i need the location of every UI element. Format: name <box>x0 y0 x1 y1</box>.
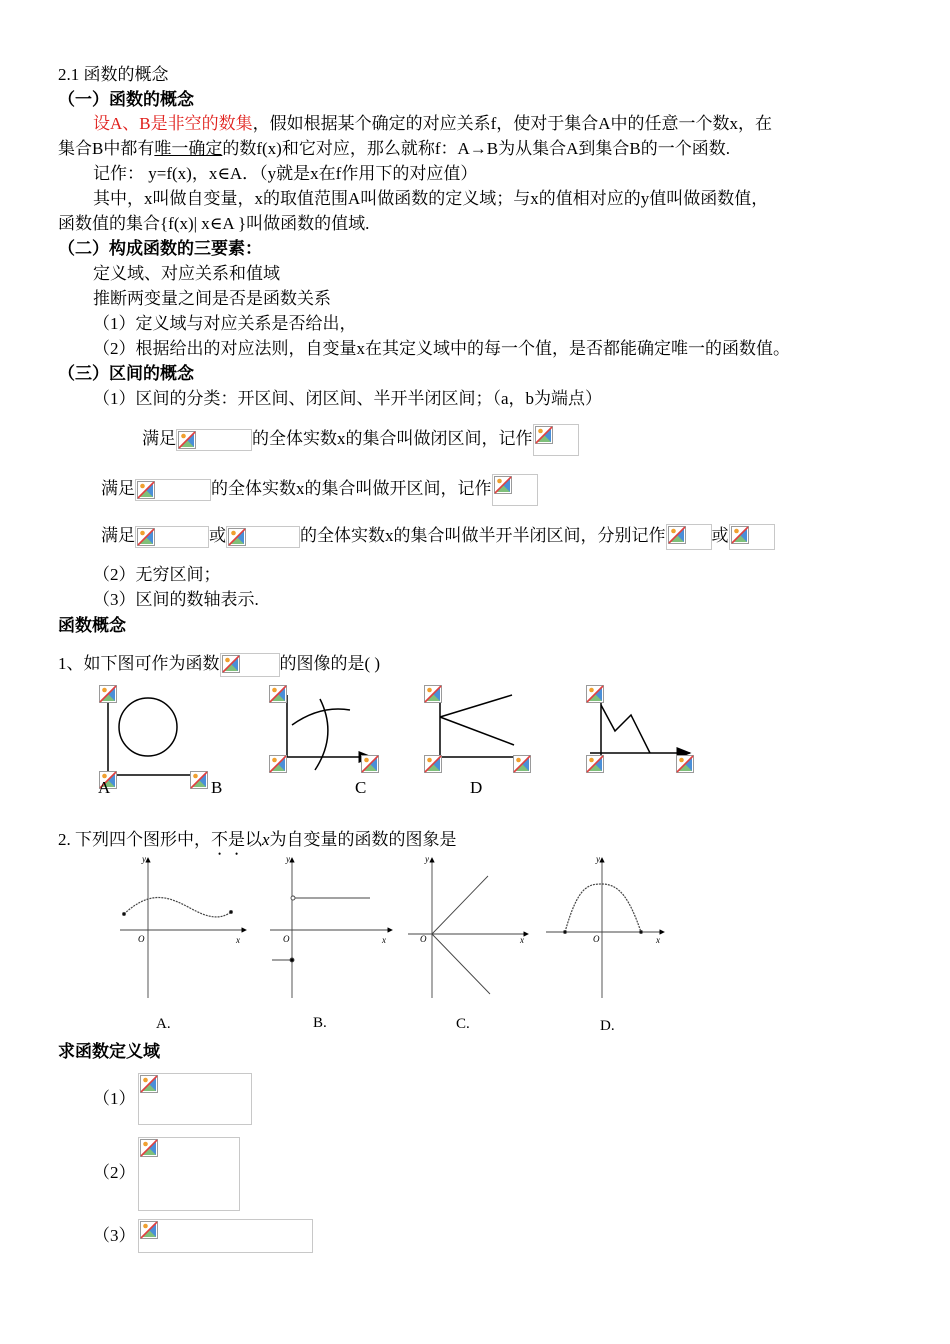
broken-image-icon <box>191 772 208 789</box>
domain-item-2-label: （2） <box>93 1163 136 1182</box>
formula-image <box>138 1073 252 1125</box>
formula-image <box>729 524 775 550</box>
broken-image-icon <box>270 686 287 703</box>
broken-image-icon <box>222 655 240 673</box>
section-heading-4: 函数概念 <box>58 616 126 635</box>
range-explanation: 函数值的集合{f(x)| x∈A }叫做函数的值域. <box>58 214 370 233</box>
text: 的图像的是( ) <box>279 654 381 673</box>
axis-y-label: y <box>425 854 429 864</box>
option-label-c: C. <box>456 1016 470 1032</box>
number-line-representation: （3）区间的数轴表示. <box>93 590 259 609</box>
broken-image-icon <box>100 686 117 703</box>
text: 或 <box>209 525 226 545</box>
half-open-interval-line <box>101 524 775 550</box>
axis-y-label: y <box>286 854 290 864</box>
broken-image-icon <box>535 426 553 444</box>
formula-image <box>135 479 211 501</box>
axis-x-label: x <box>382 935 386 945</box>
option-label-c: C <box>355 778 367 797</box>
domain-item-1-label: （1） <box>93 1089 136 1108</box>
text: 满足 <box>142 428 176 448</box>
broken-image-icon <box>137 481 155 499</box>
option-label-d: D. <box>600 1018 615 1034</box>
axis-y-label: y <box>142 854 146 864</box>
axis-x-label: x <box>520 935 524 945</box>
graph-lines-d <box>430 695 524 757</box>
criterion-1: （1）定义域与对应关系是否给出， <box>93 314 357 333</box>
text: 的全体实数x的集合叫做半开半闭区间，分别记作 <box>300 525 666 545</box>
notation-line: 记作： y=f(x)，x∈A．（y就是x在f作用下的对应值） <box>93 164 478 183</box>
text: 的全体实数x的集合叫做闭区间，记作 <box>252 428 533 448</box>
origin-label: O <box>283 934 290 944</box>
question-1 <box>58 653 380 677</box>
broken-image-icon <box>137 528 155 546</box>
definition-line-2 <box>58 138 730 160</box>
broken-image-icon <box>494 476 512 494</box>
page-title: 2.1 函数的概念 <box>58 65 169 84</box>
formula-image <box>666 524 712 550</box>
definition-line-1 <box>93 113 772 135</box>
formula-image <box>176 429 252 451</box>
definition-highlight: 设A、B是非空的数集 <box>93 114 253 133</box>
option-label-b: B <box>211 778 223 797</box>
option-label-b: B. <box>313 1015 327 1031</box>
judge-function: 推断两变量之间是否是函数关系 <box>93 289 331 308</box>
broken-image-icon <box>228 528 246 546</box>
origin-label: O <box>420 934 427 944</box>
formula-image <box>533 424 579 456</box>
definition-text: 的数f(x)和它对应，那么就称f：A→B为从集合A到集合B的一个函数. <box>222 139 730 158</box>
broken-image-icon <box>731 526 749 544</box>
text: 满足 <box>101 478 135 498</box>
text: 2. 下列四个图形中， <box>58 830 211 849</box>
section-heading-1: （一）函数的概念 <box>58 90 194 109</box>
option-label-d: D <box>470 778 483 797</box>
question-2-graphs <box>0 850 950 1010</box>
origin-label: O <box>138 934 145 944</box>
definition-text: 集合B中都有 <box>58 139 155 158</box>
graph-c-lines <box>408 858 528 998</box>
section-heading-2: （二）构成函数的三要素： <box>58 239 262 258</box>
broken-image-icon <box>178 431 196 449</box>
broken-image-icon <box>362 756 379 773</box>
formula-image <box>135 526 209 548</box>
formula-image <box>220 653 280 677</box>
emphasized-text: 不是 <box>211 830 245 849</box>
broken-image-icon <box>587 756 604 773</box>
graph-a-wave <box>120 858 246 998</box>
axis-x-label: x <box>236 935 240 945</box>
text: 以 <box>245 830 262 849</box>
variable: x <box>262 830 270 849</box>
broken-image-icon <box>425 756 442 773</box>
infinite-interval: （2）无穷区间； <box>93 565 221 584</box>
underlined-term: 唯一确定 <box>154 139 223 158</box>
criterion-2: （2）根据给出的对应法则，自变量x在其定义域中的每一个值，是否都能确定唯一的函数值。 <box>93 339 790 358</box>
text: 为自变量的函数的图象是 <box>269 830 457 849</box>
section-heading-5: 求函数定义域 <box>58 1042 160 1061</box>
open-interval-line <box>101 474 538 506</box>
broken-image-icon <box>587 686 604 703</box>
graph-circle <box>108 695 200 775</box>
text: 的全体实数x的集合叫做开区间，记作 <box>211 478 492 498</box>
formula-image <box>226 526 300 548</box>
broken-image-icon <box>270 756 287 773</box>
formula-image <box>138 1137 240 1211</box>
text: 1、如下图可作为函数 <box>58 654 220 673</box>
formula-image <box>138 1219 313 1253</box>
definition-text: ，假如根据某个确定的对应关系f，使对于集合A中的任意一个数x，在 <box>252 114 773 133</box>
option-label-a: A. <box>156 1016 171 1032</box>
broken-image-icon <box>140 1075 158 1093</box>
section-heading-3: （三）区间的概念 <box>58 364 194 383</box>
graph-d-parabola <box>546 858 664 998</box>
axis-x-label: x <box>656 935 660 945</box>
broken-image-icon <box>514 756 531 773</box>
formula-image <box>492 474 538 506</box>
option-label-a: A <box>98 778 111 797</box>
graph-polyline <box>590 697 690 757</box>
interval-classes: （1）区间的分类：开区间、闭区间、半开半闭区间；（a，b为端点） <box>93 389 603 408</box>
broken-image-icon <box>668 526 686 544</box>
broken-image-icon <box>140 1221 158 1239</box>
closed-interval-line <box>142 424 579 456</box>
domain-item-3-label: （3） <box>93 1226 136 1245</box>
graph-b-step <box>270 858 392 998</box>
broken-image-icon <box>140 1139 158 1157</box>
domain-explanation: 其中，x叫做自变量，x的取值范围A叫做函数的定义域；与x的值相对应的y值叫做函数值， <box>93 189 769 208</box>
broken-image-icon <box>677 756 694 773</box>
origin-label: O <box>593 934 600 944</box>
text: 或 <box>711 525 729 545</box>
broken-image-icon <box>425 686 442 703</box>
text: 满足 <box>101 525 135 545</box>
three-elements: 定义域、对应关系和值域 <box>93 264 280 283</box>
axis-y-label: y <box>596 854 600 864</box>
